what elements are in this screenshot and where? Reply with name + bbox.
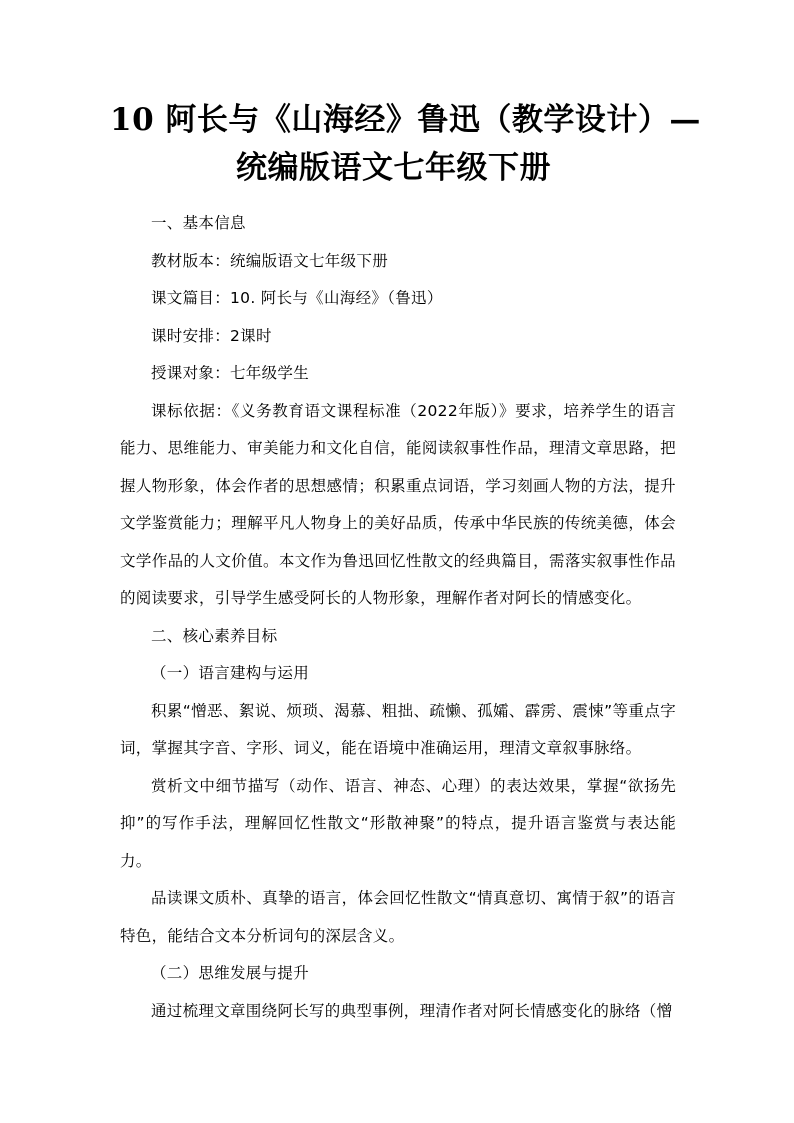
document-body [120,205,676,1030]
info-curriculum-basis: 课标依据：《义务教育语文课程标准（2022年版）》要求，培养学生的语言能力、思维能力、审美能力和文化自信，能阅读叙事性作品，理清文章思路，把握人物形象，体会作者的思想感情；积累重点词语，学习刻画人物的方法，提升文学鉴赏能力；理解平凡人物身上的美好品质，传承中华民族的传统美德，体会文学作品的人文价值。本文作为鲁迅回忆性散文的经典篇目，需落实叙事性作品的阅读要求，引导学生感受阿长的人物形象，理解作者对阿长的情感变化。 [120,401,676,607]
section-heading-basic-info: 一、基本信息 [151,214,246,232]
subsection-heading-thinking: （二）思维发展与提升 [151,964,310,982]
title-line-1: 10 阿长与《山海经》鲁迅（教学设计）— [110,102,701,138]
goal-paragraph-vocabulary: 积累“憎恶、絮说、烦琐、渴慕、粗拙、疏懒、孤孀、霹雳、震悚”等重点字词，掌握其字音、字形、词义，能在语境中准确运用，理清文章叙事脉络。 [120,701,676,757]
info-textbook-version: 教材版本：统编版语文七年级下册 [151,251,389,270]
goal-paragraph-language-style: 品读课文质朴、真挚的语言，体会回忆性散文“情真意切、寓情于叙”的语言特色，能结合文本分析词句的深层含义。 [120,889,676,945]
section-heading-core-goals: 二、核心素养目标 [151,626,278,645]
subsection-heading-language: （一）语言建构与运用 [151,664,310,682]
document-title [110,96,750,192]
goal-paragraph-thinking: 通过梳理文章围绕阿长写的典型事例，理清作者对阿长情感变化的脉络（憎 [151,1001,673,1020]
info-class-hours: 课时安排：2课时 [151,326,272,345]
info-audience: 授课对象：七年级学生 [151,364,310,382]
title-line-2: 统编版语文七年级下册 [236,150,551,186]
info-lesson-title: 课文篇目：10. 阿长与《山海经》（鲁迅） [151,289,443,307]
goal-paragraph-detail-description: 赏析文中细节描写（动作、语言、神态、心理）的表达效果，掌握“欲扬先抑”的写作手法，理解回忆性散文“形散神聚”的特点，提升语言鉴赏与表达能力。 [120,776,676,870]
